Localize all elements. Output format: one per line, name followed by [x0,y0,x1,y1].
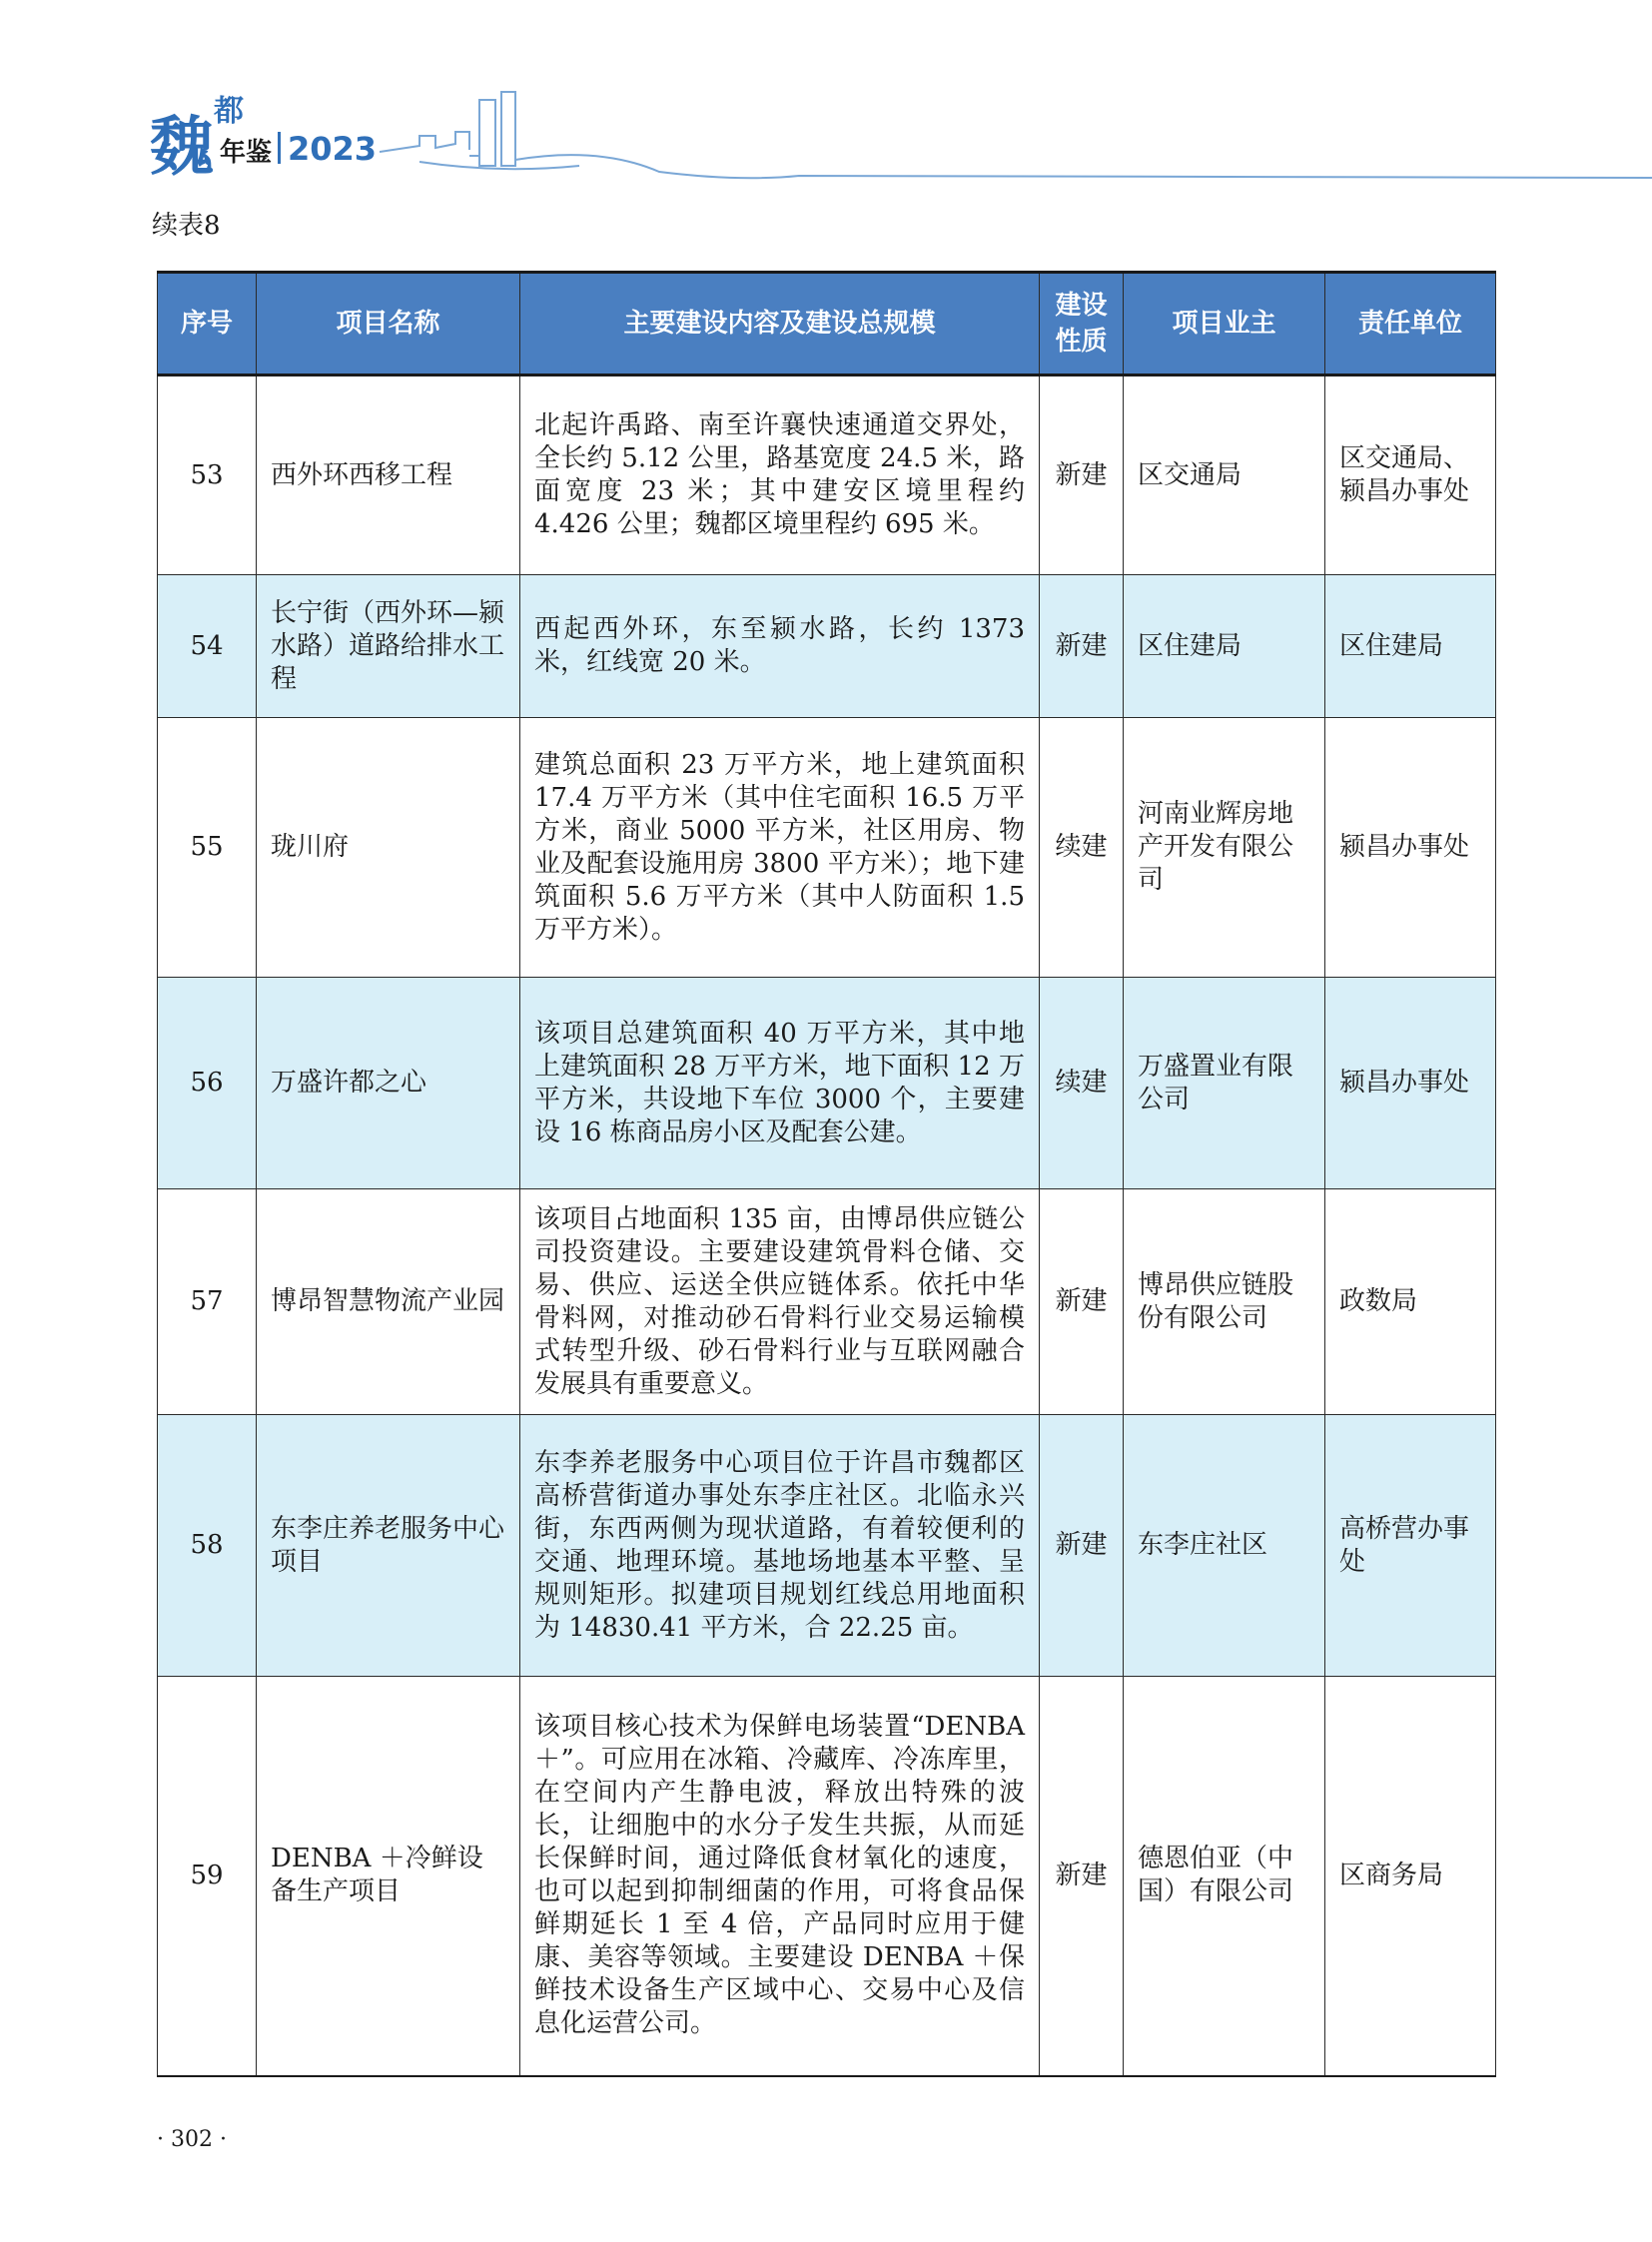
table-row [158,978,1496,1189]
col-header-nature: 建设性质 [1040,273,1124,375]
project-table [157,271,1496,2077]
col-header-name: 项目名称 [257,273,520,375]
table-row [158,575,1496,718]
cell-name: DENBA ＋冷鲜设备生产项目 [257,1677,520,2076]
cell-unit: 颍昌办事处 [1325,978,1496,1189]
cell-unit: 区商务局 [1325,1677,1496,2076]
cell-owner: 万盛置业有限公司 [1124,978,1325,1189]
page-number: · 302 · [157,2127,227,2152]
cell-name: 万盛许都之心 [257,978,520,1189]
cell-content: 北起许禹路、南至许襄快速通道交界处，全长约 5.12 公里，路基宽度 24.5 米，路面宽度 23 米；其中建安区境里程约 4.426 公里；魏都区境里程约 695 米。 [520,375,1040,575]
cell-no: 56 [158,978,257,1189]
cell-nature: 新建 [1040,575,1124,718]
cell-unit: 区住建局 [1325,575,1496,718]
cell-owner: 德恩伯亚（中国）有限公司 [1124,1677,1325,2076]
cell-content: 该项目核心技术为保鲜电场装置“DENBA ＋”。可应用在冰箱、冷藏库、冷冻库里，在空间内产生静电波，释放出特殊的波长，让细胞中的水分子发生共振，从而延长保鲜时间，通过降低食材氧化的速度，也可以起到抑制细菌的作用，可将食品保鲜期延长 1 至 4 倍，产品同时应用于健康、美容等领域。主要建设 DENBA ＋保鲜技术设备生产区域中心、交易中心及信息化运营公司。 [520,1677,1040,2076]
cell-content: 该项目总建筑面积 40 万平方米，其中地上建筑面积 28 万平方米，地下面积 12 万平方米，共设地下车位 3000 个，主要建设 16 栋商品房小区及配套公建。 [520,978,1040,1189]
col-header-owner: 项目业主 [1124,273,1325,375]
cell-owner: 河南业辉房地产开发有限公司 [1124,718,1325,978]
logo-du: 都 [214,94,244,129]
cell-owner: 区交通局 [1124,375,1325,575]
cell-name: 珑川府 [257,718,520,978]
cell-name: 博昂智慧物流产业园 [257,1189,520,1415]
logo-year: 2023 [288,130,378,168]
table-header-row [158,273,1496,375]
page-header [150,86,1652,186]
table-row [158,1189,1496,1415]
cell-unit: 高桥营办事处 [1325,1415,1496,1677]
cell-unit: 颍昌办事处 [1325,718,1496,978]
cell-owner: 博昂供应链股份有限公司 [1124,1189,1325,1415]
cell-nature: 新建 [1040,1677,1124,2076]
cell-unit: 政数局 [1325,1189,1496,1415]
table-row [158,718,1496,978]
cell-nature: 新建 [1040,1189,1124,1415]
col-header-content: 主要建设内容及建设总规模 [520,273,1040,375]
cell-no: 53 [158,375,257,575]
cell-owner: 东李庄社区 [1124,1415,1325,1677]
cell-name: 东李庄养老服务中心项目 [257,1415,520,1677]
cell-no: 58 [158,1415,257,1677]
cell-no: 54 [158,575,257,718]
logo-wei: 魏 [150,110,212,185]
cell-nature: 续建 [1040,978,1124,1189]
cell-no: 55 [158,718,257,978]
cell-nature: 新建 [1040,1415,1124,1677]
cell-unit: 区交通局、颍昌办事处 [1325,375,1496,575]
table-row [158,1677,1496,2076]
skyline-decoration [380,86,1652,186]
cell-content: 该项目占地面积 135 亩，由博昂供应链公司投资建设。主要建设建筑骨料仓储、交易、供应、运送全供应链体系。依托中华骨料网，对推动砂石骨料行业交易运输模式转型升级、砂石骨料行业与互联网融合发展具有重要意义。 [520,1189,1040,1415]
table-caption: 续表8 [152,211,221,241]
cell-owner: 区住建局 [1124,575,1325,718]
cell-content: 东李养老服务中心项目位于许昌市魏都区高桥营街道办事处东李庄社区。北临永兴街，东西两侧为现状道路，有着较便利的交通、地理环境。基地场地基本平整、呈规则矩形。拟建项目规划红线总用地面积为 14830.41 平方米，合 22.25 亩。 [520,1415,1040,1677]
cell-nature: 新建 [1040,375,1124,575]
cell-content: 西起西外环，东至颍水路，长约 1373 米，红线宽 20 米。 [520,575,1040,718]
cell-nature: 续建 [1040,718,1124,978]
table-row [158,375,1496,575]
logo-yearbook: 年鉴 [220,138,273,168]
cell-content: 建筑总面积 23 万平方米，地上建筑面积 17.4 万平方米（其中住宅面积 16.5 万平方米，商业 5000 平方米，社区用房、物业及配套设施用房 3800 平方米）；地下建筑面积 5.6 万平方米（其中人防面积 1.5 万平方米）。 [520,718,1040,978]
cell-name: 长宁街（西外环—颍水路）道路给排水工程 [257,575,520,718]
col-header-unit: 责任单位 [1325,273,1496,375]
cell-name: 西外环西移工程 [257,375,520,575]
cell-no: 59 [158,1677,257,2076]
cell-no: 57 [158,1189,257,1415]
table-row [158,1415,1496,1677]
logo-separator [278,132,281,164]
col-header-no: 序号 [158,273,257,375]
